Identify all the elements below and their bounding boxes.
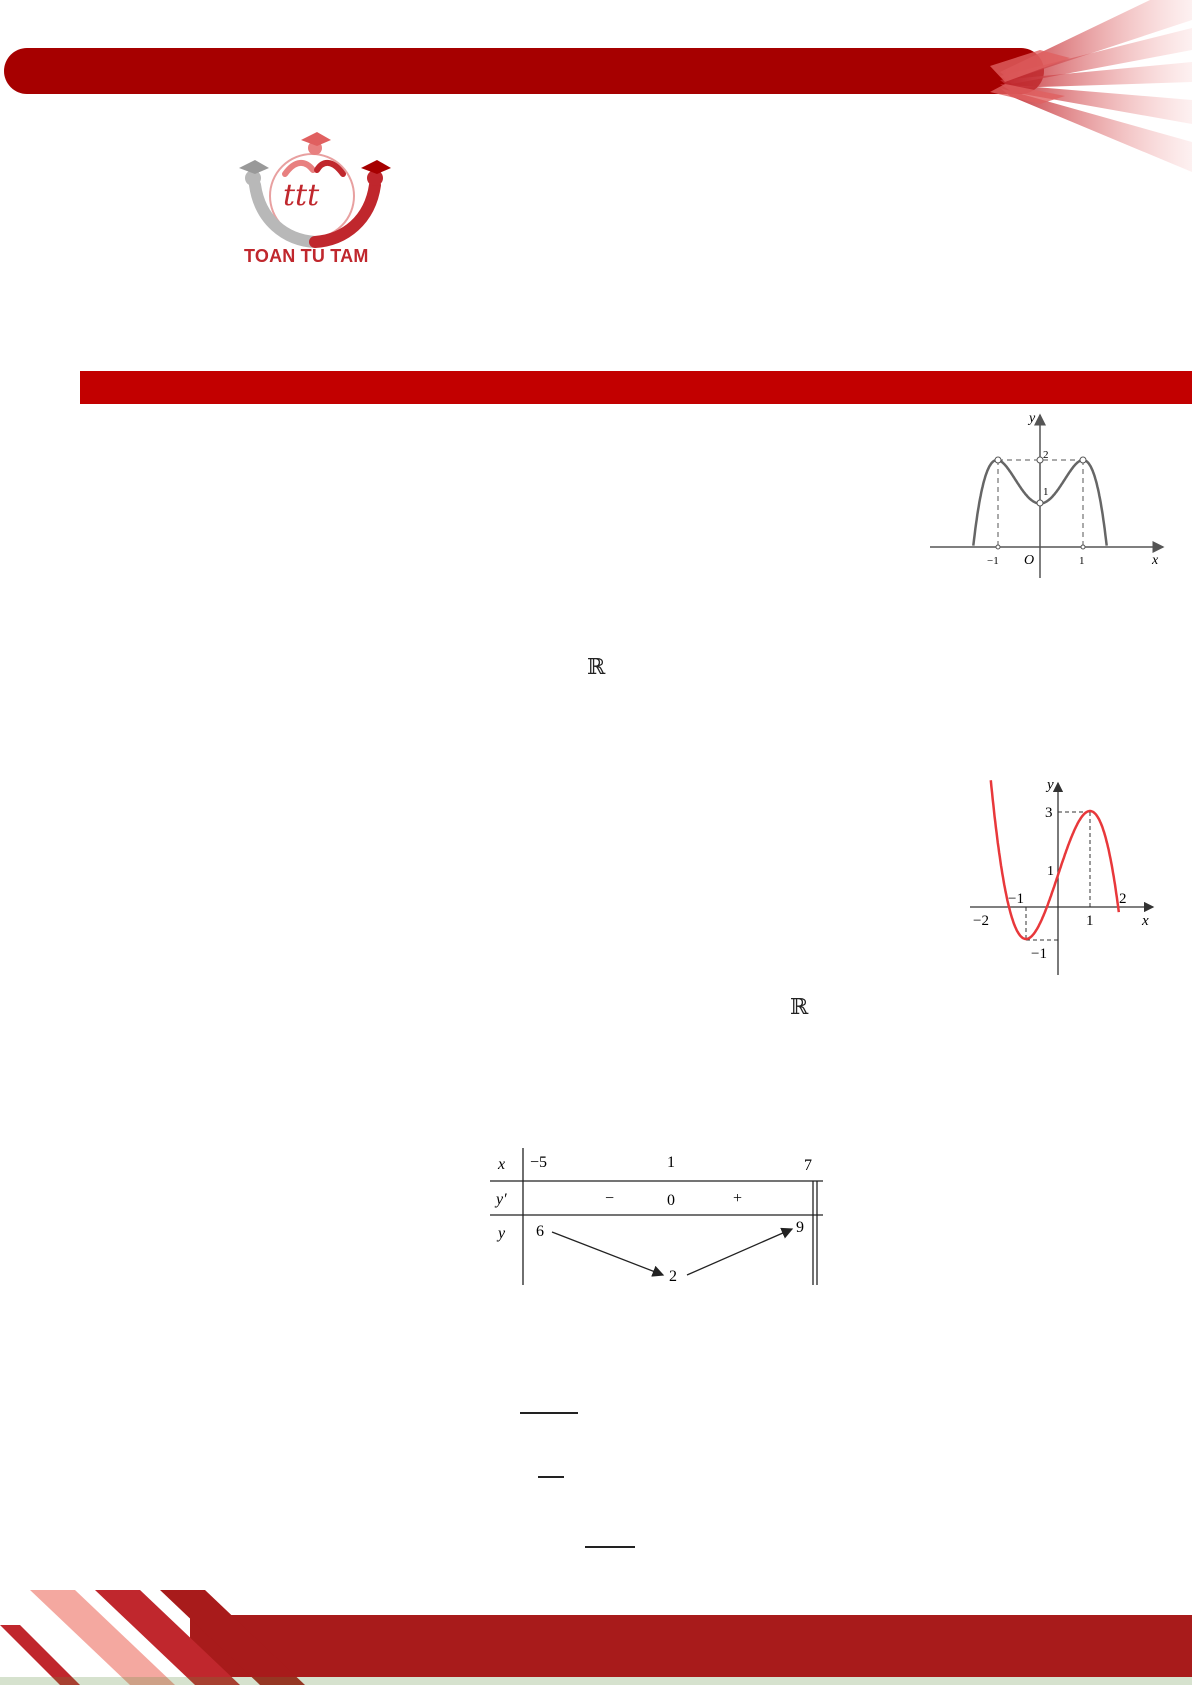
label-2: 2 <box>1119 891 1127 907</box>
row-label-yprime: y′ <box>496 1191 507 1208</box>
increase-arrow <box>687 1229 792 1275</box>
logo <box>225 130 395 270</box>
row-label-x: x <box>498 1156 506 1173</box>
reals-symbol-2: ℝ <box>790 995 809 1020</box>
graph-quartic <box>925 410 1170 580</box>
x-value: −5 <box>530 1154 548 1171</box>
section-title-bar <box>80 371 1192 404</box>
y-axis-label: y <box>1029 411 1036 426</box>
derivative-sign: + <box>733 1190 743 1207</box>
tick-neg1: −1 <box>987 555 999 567</box>
reals-symbol: ℝ <box>587 655 606 680</box>
derivative-sign: − <box>605 1190 615 1207</box>
y-value: 9 <box>796 1219 804 1236</box>
label-neg1-x: −1 <box>1008 891 1024 907</box>
variation-table <box>480 1145 830 1290</box>
derivative-sign: 0 <box>667 1192 675 1209</box>
tick-1: 1 <box>1079 555 1085 567</box>
origin-label: O <box>1024 553 1035 568</box>
x-value: 1 <box>667 1154 675 1171</box>
label-neg1-y: −1 <box>1031 946 1047 962</box>
label-1-x: 1 <box>1086 913 1094 929</box>
fraction-bar <box>538 1476 564 1478</box>
fraction-bar <box>520 1412 578 1414</box>
logo-monogram: ttt <box>283 178 320 213</box>
footer-banner <box>0 1585 1192 1685</box>
label-1-y: 1 <box>1047 864 1054 879</box>
row-label-y: y <box>498 1225 506 1242</box>
decrease-arrow <box>552 1232 663 1275</box>
label-3: 3 <box>1045 805 1053 821</box>
x-axis-label: x <box>1152 553 1159 568</box>
ytick-1: 1 <box>1043 486 1049 498</box>
x-axis-label-2: x <box>1142 913 1149 929</box>
header-bar <box>4 48 1044 94</box>
ytick-2: 2 <box>1043 449 1049 461</box>
fraction-bar <box>585 1546 635 1548</box>
cubic-curve <box>991 780 1119 939</box>
label-neg2: −2 <box>973 913 989 929</box>
logo-name: TOAN TU TAM <box>244 246 369 266</box>
x-value: 7 <box>804 1157 812 1174</box>
header-banner <box>0 0 1192 180</box>
footer-bar <box>190 1615 1192 1677</box>
y-value: 2 <box>669 1268 677 1285</box>
y-axis-label-2: y <box>1047 777 1054 793</box>
y-value: 6 <box>536 1223 544 1240</box>
header-rays-decoration <box>990 0 1192 172</box>
graph-cubic <box>965 765 1165 985</box>
